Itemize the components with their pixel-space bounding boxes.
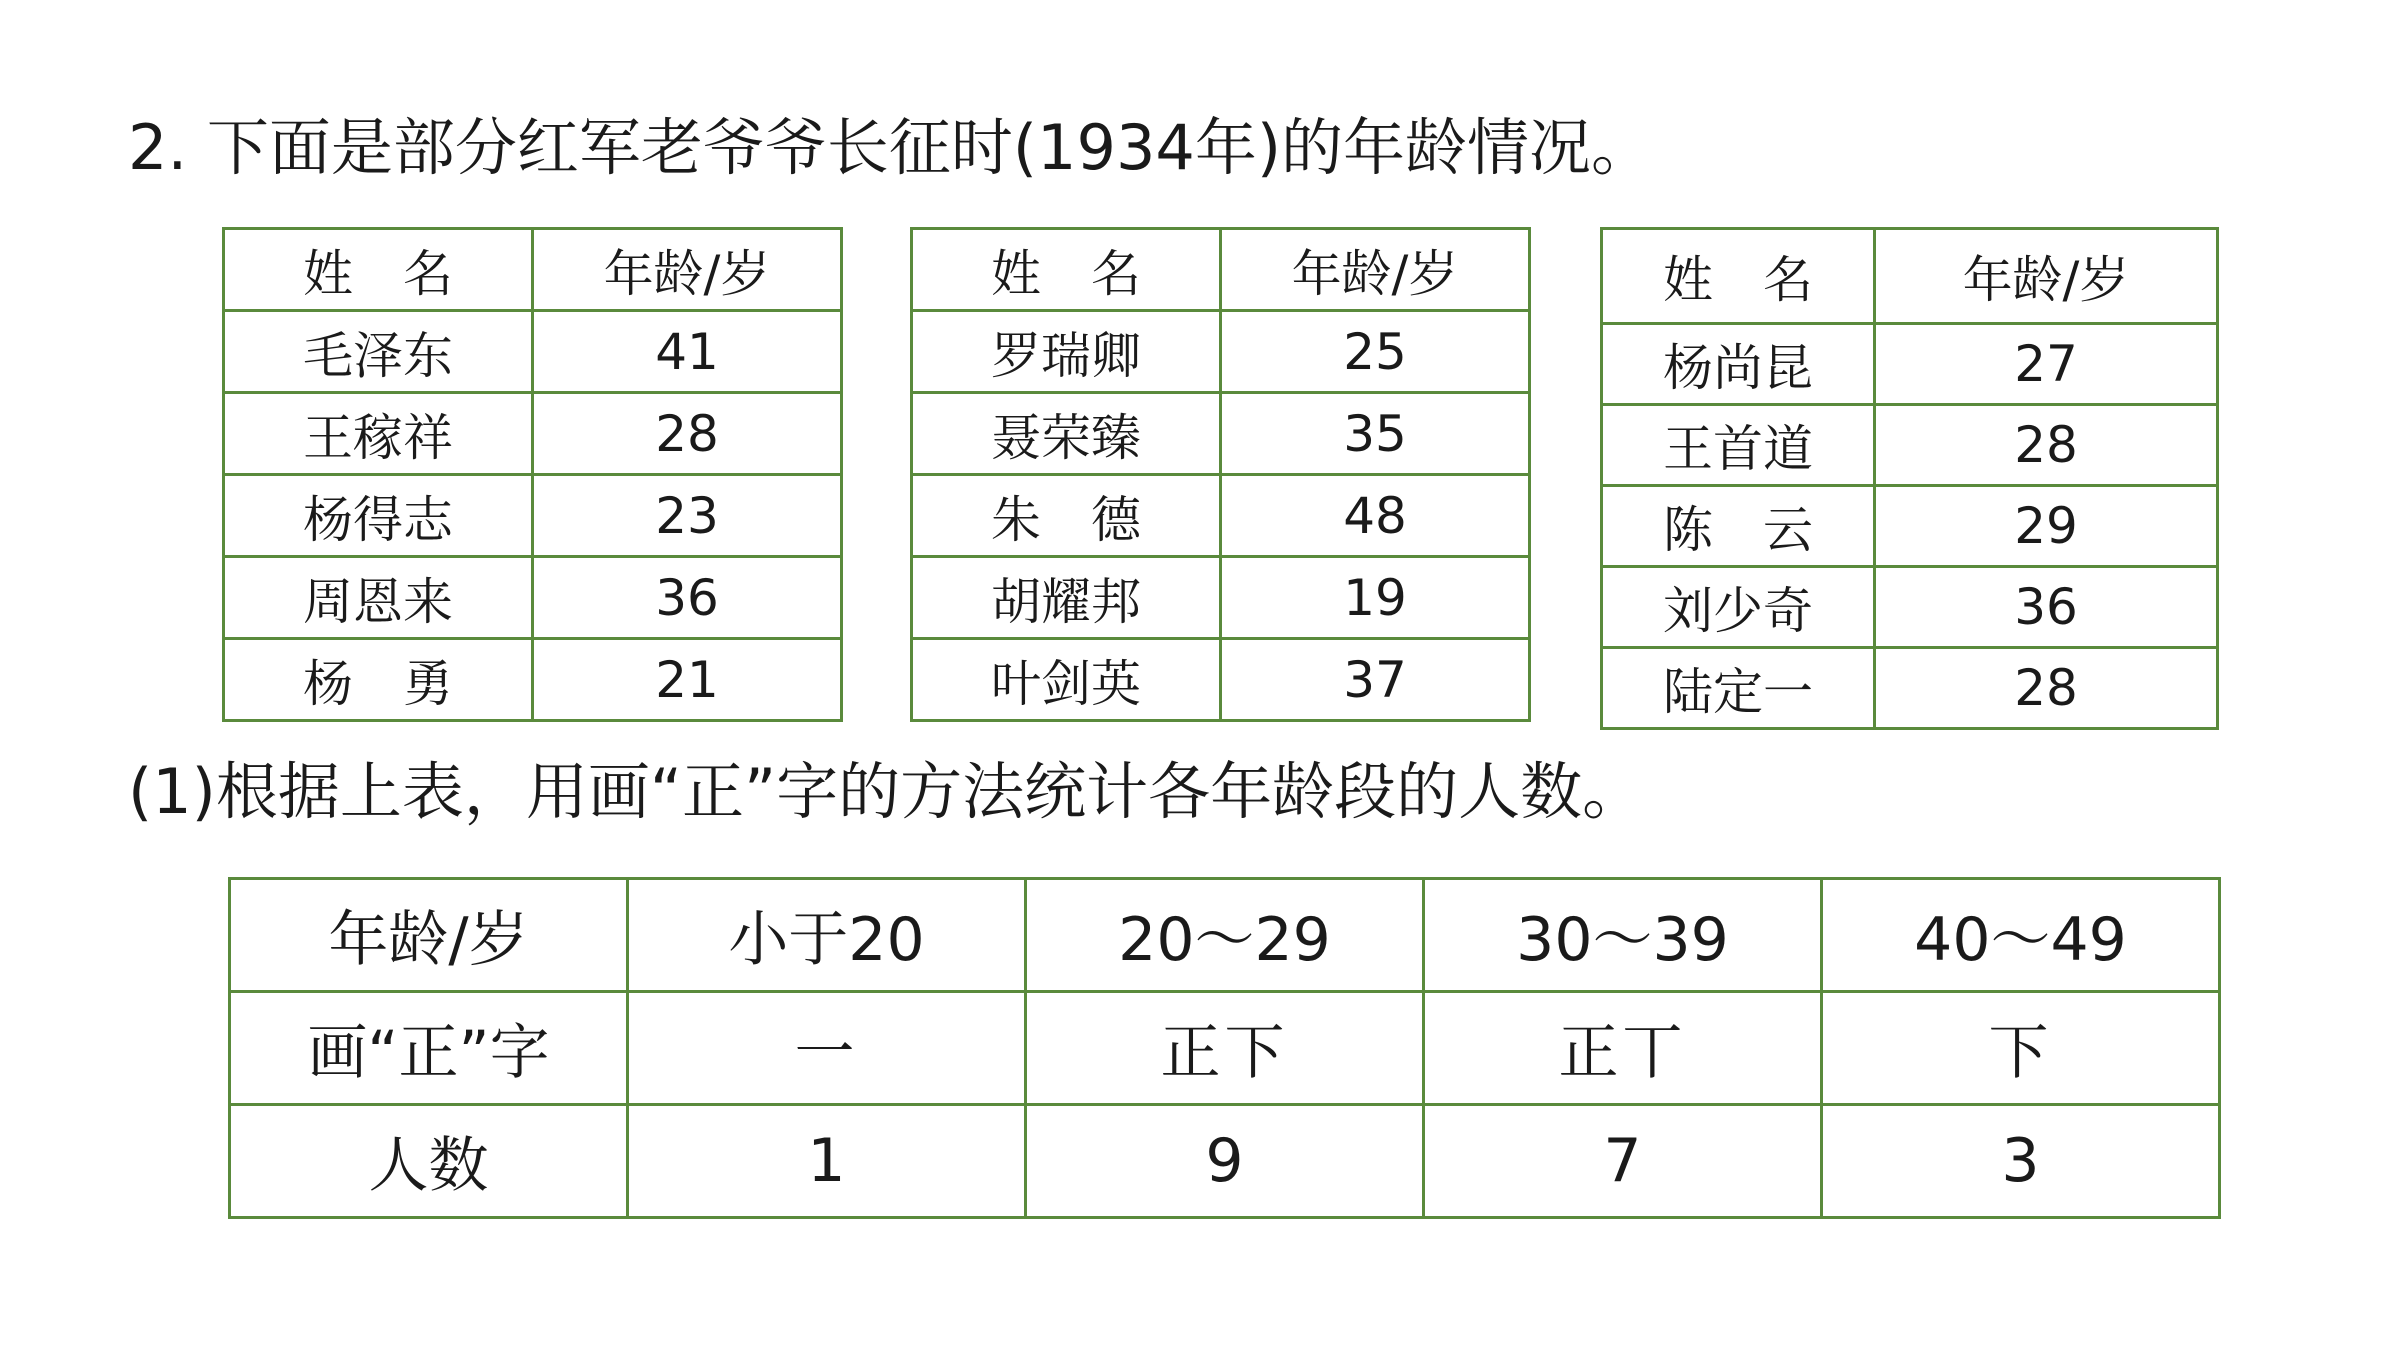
person-age: 28 <box>533 393 842 475</box>
person-name: 王首道 <box>1602 405 1875 486</box>
person-age: 35 <box>1221 393 1530 475</box>
age-table-3 <box>1600 227 2219 730</box>
tally-20-29: 正下 <box>1026 992 1424 1105</box>
range-under-20: 小于20 <box>628 879 1026 992</box>
person-age: 23 <box>533 475 842 557</box>
person-age: 28 <box>1875 405 2218 486</box>
age-table-1 <box>222 227 843 722</box>
count-40-49: 3 <box>1822 1105 2220 1218</box>
tally-30-39: 正丅 <box>1424 992 1822 1105</box>
header-name: 姓 名 <box>224 229 533 311</box>
person-name: 杨 勇 <box>224 639 533 721</box>
person-age: 37 <box>1221 639 1530 721</box>
question-part-1: (1)根据上表，用画“正”字的方法统计各年龄段的人数。 <box>128 755 1645 828</box>
person-name: 聂荣臻 <box>912 393 1221 475</box>
person-name: 罗瑞卿 <box>912 311 1221 393</box>
person-name: 陆定一 <box>1602 648 1875 729</box>
person-name: 王稼祥 <box>224 393 533 475</box>
person-age: 28 <box>1875 648 2218 729</box>
header-name: 姓 名 <box>1602 229 1875 324</box>
range-30-39: 30～39 <box>1424 879 1822 992</box>
person-name: 周恩来 <box>224 557 533 639</box>
person-age: 36 <box>533 557 842 639</box>
person-age: 19 <box>1221 557 1530 639</box>
person-age: 29 <box>1875 486 2218 567</box>
row-label-tally: 画“正”字 <box>230 992 628 1105</box>
range-40-49: 40～49 <box>1822 879 2220 992</box>
person-name: 杨尚昆 <box>1602 324 1875 405</box>
header-name: 姓 名 <box>912 229 1221 311</box>
range-20-29: 20～29 <box>1026 879 1424 992</box>
tally-40-49: 下 <box>1822 992 2220 1105</box>
count-20-29: 9 <box>1026 1105 1424 1218</box>
person-age: 41 <box>533 311 842 393</box>
count-under-20: 1 <box>628 1105 1026 1218</box>
person-name: 陈 云 <box>1602 486 1875 567</box>
person-age: 27 <box>1875 324 2218 405</box>
row-label-age: 年龄/岁 <box>230 879 628 992</box>
age-table-2 <box>910 227 1531 722</box>
header-age: 年龄/岁 <box>1221 229 1530 311</box>
person-name: 朱 德 <box>912 475 1221 557</box>
person-age: 25 <box>1221 311 1530 393</box>
person-age: 48 <box>1221 475 1530 557</box>
person-name: 叶剑英 <box>912 639 1221 721</box>
tally-under-20: 一 <box>628 992 1026 1105</box>
person-name: 刘少奇 <box>1602 567 1875 648</box>
person-age: 36 <box>1875 567 2218 648</box>
tally-table <box>228 877 2221 1219</box>
row-label-count: 人数 <box>230 1105 628 1218</box>
header-age: 年龄/岁 <box>533 229 842 311</box>
person-age: 21 <box>533 639 842 721</box>
header-age: 年龄/岁 <box>1875 229 2218 324</box>
person-name: 毛泽东 <box>224 311 533 393</box>
question-heading: 2. 下面是部分红军老爷爷长征时(1934年)的年龄情况。 <box>128 111 1654 184</box>
count-30-39: 7 <box>1424 1105 1822 1218</box>
person-name: 杨得志 <box>224 475 533 557</box>
person-name: 胡耀邦 <box>912 557 1221 639</box>
